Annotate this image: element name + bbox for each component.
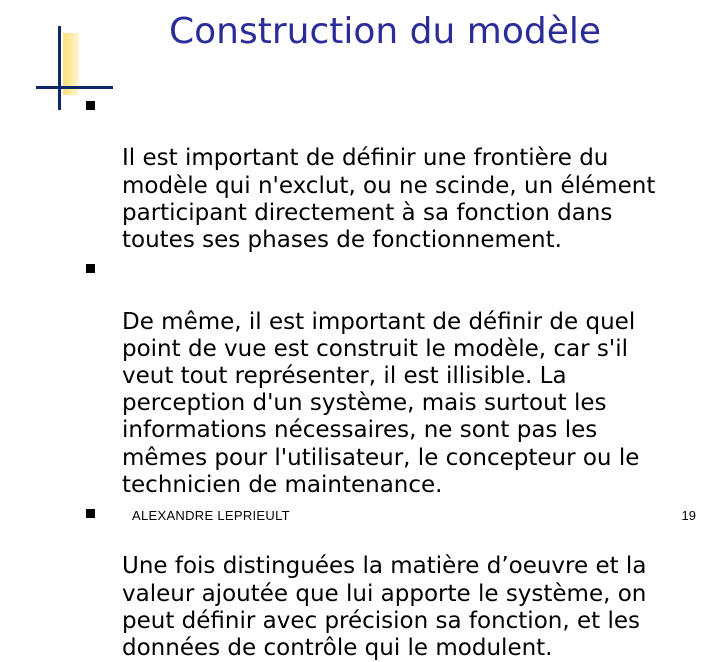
title-accent-vertical-line bbox=[58, 26, 61, 110]
bullet-item bbox=[86, 499, 706, 662]
title-accent-horizontal-line bbox=[36, 86, 113, 89]
slide-title: Construction du modèle bbox=[168, 11, 602, 52]
square-bullet-icon bbox=[86, 509, 95, 518]
bullet-list bbox=[86, 91, 706, 662]
footer-author: ALEXANDRE LEPRIEULT bbox=[132, 508, 290, 523]
bullet-text: Il est important de définir une frontière du modèle qui n'exclut, ou ne scinde, un élément participant directement à sa fonction dans toutes ses phases de fonctionnement. bbox=[122, 145, 656, 254]
page-number: 19 bbox=[681, 508, 696, 523]
bullet-item bbox=[86, 254, 706, 499]
square-bullet-icon bbox=[86, 101, 95, 110]
bullet-text: Une fois distinguées la matière d’oeuvre et la valeur ajoutée que lui apporte le système, on peut définir avec précision sa fonction, et les données de contrôle qui le modulent. bbox=[122, 553, 647, 662]
square-bullet-icon bbox=[86, 264, 95, 273]
bullet-text: De même, il est important de définir de quel point de vue est construit le modèle, car s'il veut tout représenter, il est illisible. La perception d'un système, mais surtout les informations nécessaires, ne sont pas les mêmes pour l'utilisateur, le concepteur ou le technicien de maintenance. bbox=[122, 308, 640, 498]
bullet-item bbox=[86, 91, 706, 254]
